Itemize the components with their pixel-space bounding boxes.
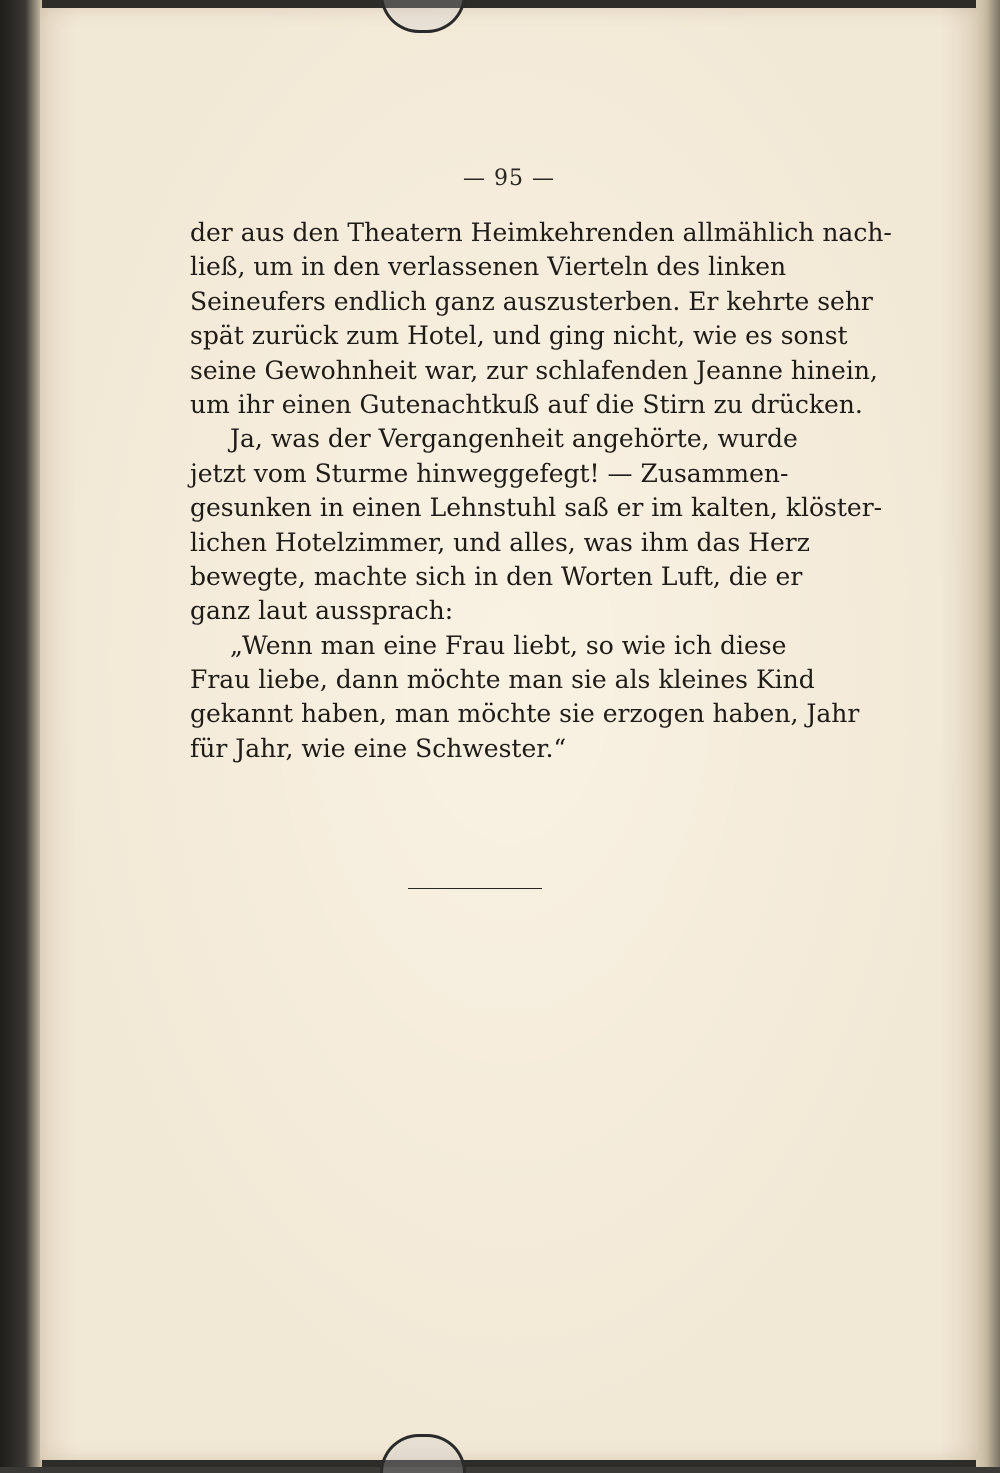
text-line: der aus den Theatern Heimkehrenden allmählich nach-	[190, 218, 892, 247]
text-line: seine Gewohnheit war, zur schlafenden Jeanne hinein,	[190, 355, 878, 385]
text-line: gekannt haben, man möchte sie erzogen haben, Jahr	[190, 699, 860, 729]
text-line: „Wenn man eine Frau liebt, so wie ich diese	[230, 630, 787, 660]
text-line: um ihr einen Gutenachtkuß auf die Stirn zu drücken.	[190, 389, 863, 419]
paragraph	[190, 629, 860, 767]
text-line: jetzt vom Sturme hinweggefegt! — Zusammen-	[190, 458, 789, 488]
text-line: Seineufers endlich ganz auszusterben. Er kehrte sehr	[190, 286, 873, 316]
paragraph	[190, 422, 883, 628]
book-page	[40, 8, 978, 1460]
end-divider-rule	[408, 888, 542, 889]
text-line: ganz laut aussprach:	[190, 596, 454, 626]
page-edge	[976, 0, 1000, 1467]
text-line: gesunken in einen Lehnstuhl saß er im kalten, klöster-	[190, 493, 883, 523]
page-number: — 95 —	[463, 166, 555, 191]
text-line: ließ, um in den verlassenen Vierteln des linken	[190, 252, 787, 282]
text-line: für Jahr, wie eine Schwester.“	[190, 733, 567, 763]
paragraph	[190, 216, 892, 422]
text-line: spät zurück zum Hotel, und ging nicht, wie es sonst	[190, 321, 848, 351]
text-line: Ja, was der Vergangenheit angehörte, wurde	[230, 424, 798, 454]
text-line: Frau liebe, dann möchte man sie als kleines Kind	[190, 665, 815, 695]
text-line: lichen Hotelzimmer, und alles, was ihm das Herz	[190, 527, 810, 557]
body-text	[190, 216, 892, 766]
text-line: bewegte, machte sich in den Worten Luft, die er	[190, 561, 803, 591]
book-binding-edge	[0, 0, 42, 1467]
